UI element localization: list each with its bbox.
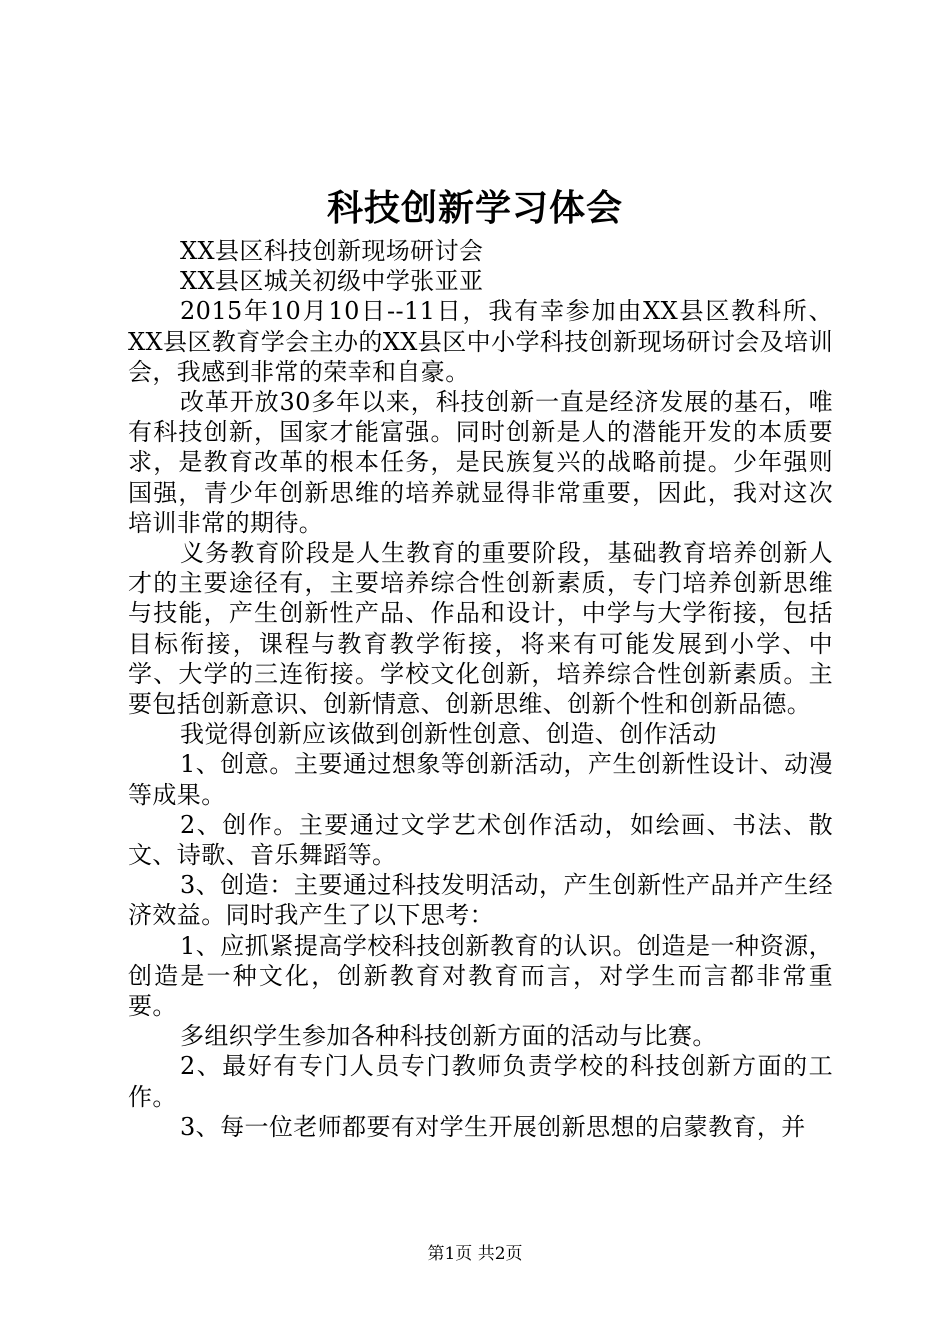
paragraph-innovation-activities: 我觉得创新应该做到创新性创意、创造、创作活动 xyxy=(180,720,717,749)
paragraph-thought-3: 3、每一位老师都要有对学生开展创新思想的启蒙教育，并 xyxy=(180,1112,806,1141)
paragraph-thought-2: 2、最好有专门人员专门教师负责学校的科技创新方面的工作。 xyxy=(128,1052,833,1111)
paragraph-thought-1: 1、应抓紧提高学校科技创新教育的认识。创造是一种资源，创造是一种文化，创新教育对教育而言，对学生而言都非常重要。 xyxy=(128,931,833,1021)
paragraph-intro: 2015年10月10日--11日，我有幸参加由XX县区教科所、XX县区教育学会主办的XX县区中小学科技创新现场研讨会及培训会，我感到非常的荣幸和自豪。 xyxy=(128,297,833,386)
paragraph-competitions: 多组织学生参加各种科技创新方面的活动与比赛。 xyxy=(180,1022,717,1051)
paragraph-item-creation: 2、创作。主要通过文学艺术创作活动，如绘画、书法、散文、诗歌、音乐舞蹈等。 xyxy=(128,810,833,870)
page-footer: 第1页 共2页 xyxy=(427,1244,523,1264)
document-title: 科技创新学习体会 xyxy=(326,187,623,229)
document-body xyxy=(128,236,833,1142)
paragraph-compulsory-education: 义务教育阶段是人生教育的重要阶段，基础教育培养创新人才的主要途径有，主要培养综合性创新素质，专门培养创新思维与技能，产生创新性产品、作品和设计，中学与大学衔接，包括目标衔接，课程与教育教学衔接，将来有可能发展到小学、中学、大学的三连衔接。学校文化创新，培养综合性创新素质。主要包括创新意识、创新情意、创新思维、创新个性和创新品德。 xyxy=(128,539,833,719)
paragraph-reform: 改革开放30多年以来，科技创新一直是经济发展的基石，唯有科技创新，国家才能富强。同时创新是人的潜能开发的本质要求，是教育改革的根本任务，是民族复兴的战略前提。少年强则国强，青少年创新思维的培养就显得非常重要，因此，我对这次培训非常的期待。 xyxy=(128,388,833,537)
paragraph-author-line: XX县区城关初级中学张亚亚 xyxy=(180,267,484,296)
paragraph-item-invention: 3、创造：主要通过科技发明活动，产生创新性产品并产生经济效益。同时我产生了以下思考： xyxy=(128,871,833,930)
paragraph-item-creative-idea: 1、创意。主要通过想象等创新活动，产生创新性设计、动漫等成果。 xyxy=(128,750,833,809)
paragraph-subtitle-event: XX县区科技创新现场研讨会 xyxy=(180,237,484,265)
